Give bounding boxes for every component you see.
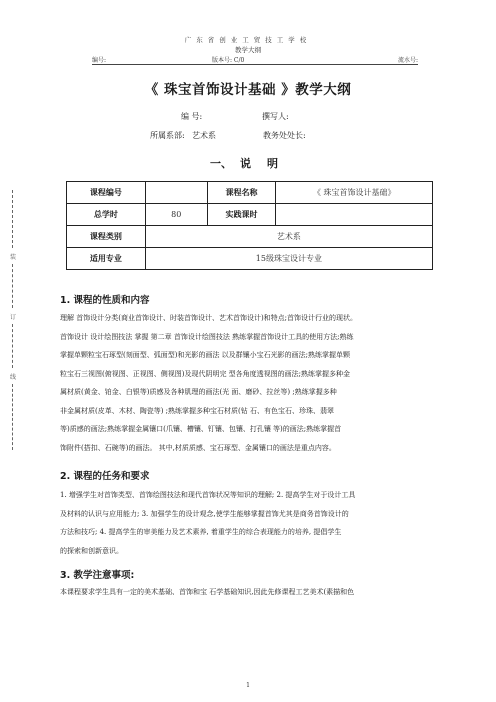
total-hours-value: 80 bbox=[145, 204, 207, 226]
course-code-value bbox=[145, 182, 207, 204]
section-2-title: 2. 课程的任务和要求 bbox=[60, 471, 150, 482]
section-1-title: 1. 课程的性质和内容 bbox=[60, 295, 150, 306]
major-value: 15级珠宝设计专业 bbox=[145, 248, 432, 270]
paragraph-line: 属材质(黄金、铂金、白银等)质感及各种肌理的画法(光 面、磨砂、拉丝等) ;熟练掌握多种 bbox=[60, 388, 337, 396]
course-info-table bbox=[66, 181, 433, 270]
table-row bbox=[67, 226, 433, 248]
paragraph-line: 非金属材质(皮革、木材、陶瓷等) ;熟练掌握多种宝石材质(钻 石、有色宝石、珍珠、翡翠 bbox=[60, 406, 335, 415]
paragraph-line: 的探索和创新意识。 bbox=[60, 546, 123, 555]
section-3-body bbox=[60, 583, 440, 602]
header-number-label: 编号: bbox=[92, 57, 107, 64]
course-name-value: 《 珠宝首饰设计基础》 bbox=[276, 182, 433, 204]
paragraph-line: 方法和技巧; 4. 提高学生的审美能力及艺术素养, 着重学生的综合表现能力的培养, 提倡学生 bbox=[60, 528, 342, 536]
paragraph-line: 掌握单颗粒宝石琢型(刻面型、弧面型)和光影的画法 以及群镶小宝石光影的画法;熟练掌握单颗 bbox=[60, 351, 351, 359]
paragraph-line: 首饰设计 设计绘图技法 掌握 第二章 首饰设计绘图技法 熟练掌握首饰设计工具的使用方法;熟练 bbox=[60, 332, 354, 341]
header-subtitle: 教学大纲 bbox=[235, 46, 261, 54]
paragraph-line: 及材料的认识与应用能力; 3. 加强学生的设计观念,使学生能够掌握首饰尤其是商务首饰设计的 bbox=[60, 509, 349, 518]
section-heading-char-1: 说 bbox=[240, 157, 251, 170]
writer-label: 撰写人: bbox=[262, 112, 289, 121]
section-heading-char-2: 明 bbox=[267, 157, 278, 170]
category-value: 艺术系 bbox=[145, 226, 432, 248]
code-label: 编 号: bbox=[181, 112, 203, 121]
table-row bbox=[67, 182, 433, 204]
paragraph-line: 本课程要求学生具有一定的美术基础、首饰和宝 石学基础知识,因此先修课程工艺美术(素描和色 bbox=[60, 588, 355, 596]
header-flow-label: 流水号: bbox=[397, 57, 418, 64]
course-code-label: 课程编号 bbox=[67, 182, 146, 204]
practice-hours-label: 实践课时 bbox=[207, 204, 276, 226]
section-heading bbox=[0, 155, 496, 171]
table-row bbox=[67, 248, 433, 270]
practice-hours-value bbox=[276, 204, 433, 226]
major-label: 适用专业 bbox=[67, 248, 146, 270]
paragraph-line: 理解 首饰设计分类(商业首饰设计、时装首饰设计、艺术首饰设计)和特点;首饰设计行业的现状。 bbox=[60, 314, 358, 322]
dept-value: 艺术系 bbox=[192, 131, 216, 140]
binding-mark-1: 装 bbox=[9, 254, 16, 261]
document-title: 《 珠宝首饰设计基础 》教学大纲 bbox=[144, 82, 352, 98]
category-label: 课程类别 bbox=[67, 226, 146, 248]
office-label: 教务处处长: bbox=[263, 131, 306, 140]
course-name-label: 课程名称 bbox=[207, 182, 276, 204]
binding-line bbox=[8, 190, 18, 450]
dept-label: 所属系部: bbox=[150, 131, 185, 140]
paragraph-line: 1. 增强学生对首饰类型、首饰绘图技法和现代首饰状况等知识的理解; 2. 提高学生对于设计工具 bbox=[60, 491, 356, 499]
table-row bbox=[67, 204, 433, 226]
paragraph-line: 饰附件(搭扣、石碗等)的画法。 其中,材质质感、宝石琢型、金属镶口的画法是重点内容。 bbox=[60, 443, 336, 452]
section-3-title: 3. 教学注意事项: bbox=[60, 570, 135, 581]
page-number: 1 bbox=[246, 682, 250, 689]
paragraph-line: 等)质感的画法;熟练掌握金属镶口(爪镶、槽镶、钉镶、包镶、打孔镶 等)的画法;熟练掌握首 bbox=[60, 425, 342, 433]
section-2-body bbox=[60, 486, 440, 560]
binding-mark-3: 线 bbox=[9, 374, 16, 381]
school-name: 广东省创业工贸技工学校 bbox=[184, 36, 312, 44]
section-heading-num: 一、 bbox=[210, 157, 232, 170]
header-version-label: 版本号: C/0 bbox=[212, 57, 245, 64]
paragraph-line: 粒宝石三视图(俯视图、正视图、侧视图)及现代阴明完 型各角度透视图的画法;熟练掌握多种金 bbox=[60, 369, 351, 378]
binding-mark-2: 订 bbox=[9, 314, 16, 321]
total-hours-label: 总学时 bbox=[67, 204, 146, 226]
section-1-body bbox=[60, 309, 440, 457]
header-divider bbox=[92, 64, 418, 65]
